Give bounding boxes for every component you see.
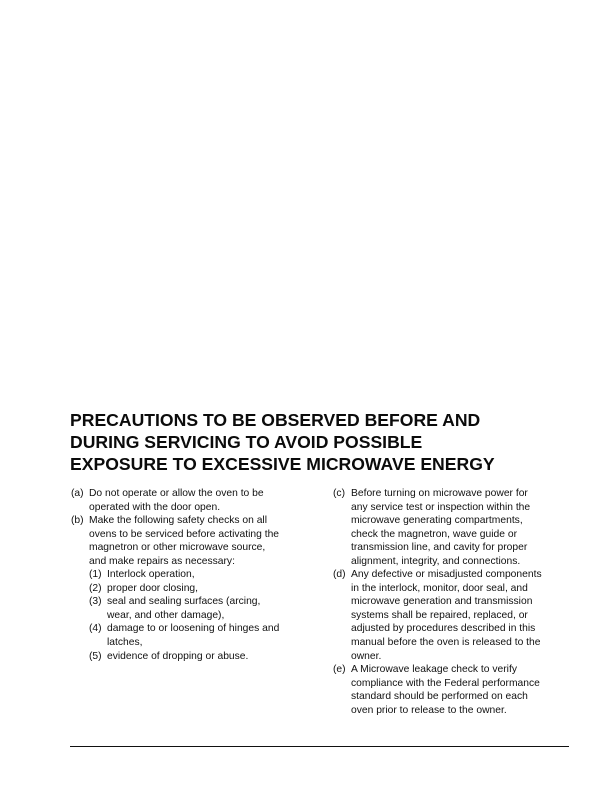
sub-text: evidence of dropping or abuse. bbox=[107, 650, 249, 662]
item-text: in the interlock, monitor, door seal, and bbox=[351, 582, 528, 594]
safety-check-4 bbox=[71, 622, 321, 649]
item-marker: (b) bbox=[71, 515, 84, 527]
sub-text: seal and sealing surfaces (arcing, bbox=[107, 596, 261, 608]
precaution-item-a bbox=[71, 487, 321, 514]
item-text: adjusted by procedures described in this bbox=[351, 623, 536, 635]
sub-marker: (1) bbox=[89, 569, 102, 581]
sub-text: Interlock operation, bbox=[107, 569, 195, 581]
safety-check-1 bbox=[71, 568, 321, 582]
item-text: transmission line, and cavity for proper bbox=[351, 542, 528, 554]
precaution-item-c bbox=[333, 487, 583, 568]
sub-text: latches, bbox=[107, 637, 143, 649]
right-column bbox=[333, 487, 583, 717]
sub-text: damage to or loosening of hinges and bbox=[107, 623, 280, 635]
item-text: Make the following safety checks on all bbox=[89, 515, 267, 527]
sub-text: proper door closing, bbox=[107, 582, 199, 594]
item-text: Before turning on microwave power for bbox=[351, 488, 528, 499]
item-text: any service test or inspection within the bbox=[351, 501, 531, 513]
safety-check-2 bbox=[71, 582, 321, 596]
item-marker: (a) bbox=[71, 488, 84, 499]
sub-marker: (2) bbox=[89, 582, 102, 594]
item-marker: (d) bbox=[333, 569, 346, 581]
item-text: check the magnetron, wave guide or bbox=[351, 528, 517, 540]
item-marker: (e) bbox=[333, 664, 346, 676]
page-title bbox=[70, 409, 570, 475]
item-text: compliance with the Federal performance bbox=[351, 677, 540, 689]
title-line: DURING SERVICING TO AVOID POSSIBLE bbox=[70, 432, 423, 452]
sub-marker: (4) bbox=[89, 623, 102, 635]
item-text: oven prior to release to the owner. bbox=[351, 704, 507, 716]
item-text: owner. bbox=[351, 650, 382, 662]
safety-check-3 bbox=[71, 595, 321, 622]
title-line: EXPOSURE TO EXCESSIVE MICROWAVE ENERGY bbox=[70, 454, 495, 474]
sub-marker: (3) bbox=[89, 596, 102, 608]
sub-marker: (5) bbox=[89, 650, 102, 662]
sub-text: wear, and other damage), bbox=[107, 609, 225, 621]
item-text: alignment, integrity, and connections. bbox=[351, 555, 521, 567]
precaution-item-b bbox=[71, 514, 321, 568]
item-text: manual before the oven is released to the bbox=[351, 637, 541, 649]
bottom-rule bbox=[70, 746, 569, 747]
item-marker: (c) bbox=[333, 488, 346, 499]
item-text: standard should be performed on each bbox=[351, 691, 528, 703]
left-column bbox=[71, 487, 321, 663]
item-text: A Microwave leakage check to verify bbox=[351, 664, 517, 676]
precaution-item-d bbox=[333, 568, 583, 663]
item-text: Any defective or misadjusted components bbox=[351, 569, 542, 581]
item-text: ovens to be serviced before activating the bbox=[89, 528, 280, 540]
item-text: Do not operate or allow the oven to be bbox=[89, 488, 264, 499]
item-text: microwave generation and transmission bbox=[351, 596, 533, 608]
title-line: PRECAUTIONS TO BE OBSERVED BEFORE AND bbox=[70, 410, 481, 430]
item-text: operated with the door open. bbox=[89, 501, 221, 513]
item-text: systems shall be repaired, replaced, or bbox=[351, 609, 528, 621]
item-text: microwave generating compartments, bbox=[351, 515, 523, 527]
precaution-item-e bbox=[333, 663, 583, 717]
item-text: magnetron or other microwave source, bbox=[89, 542, 266, 554]
item-text: and make repairs as necessary: bbox=[89, 555, 235, 567]
safety-check-5 bbox=[71, 650, 321, 664]
